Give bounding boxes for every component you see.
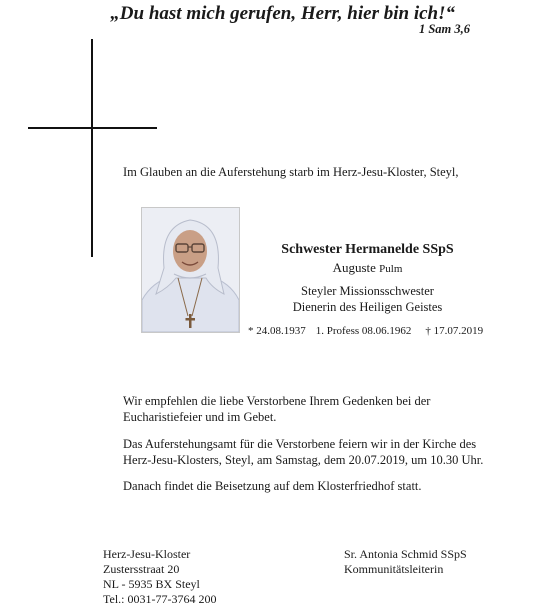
deceased-title: Schwester Hermanelde SSpS [281, 242, 454, 257]
footer-address [103, 547, 216, 607]
paragraph-remembrance [123, 393, 503, 425]
portrait-photo [141, 207, 240, 333]
cross-vertical-bar [91, 39, 93, 257]
phone-line: Tel.: 0031-77-3764 200 [103, 592, 217, 606]
paragraph-line: Danach findet die Beisetzung auf dem Klosterfriedhof statt. [123, 479, 422, 493]
paragraph-line: Das Auferstehungsamt für die Verstorbene feiern wir in der Kirche des [123, 437, 477, 451]
deceased-name-block [255, 242, 480, 315]
address-line: Herz-Jesu-Kloster [103, 547, 191, 561]
intro-text: Im Glauben an die Auferstehung starb im Herz-Jesu-Kloster, Steyl, [123, 165, 459, 179]
quote-reference: 1 Sam 3,6 [418, 22, 470, 36]
life-dates [248, 325, 483, 337]
footer-signature [344, 547, 467, 577]
paragraph-line: Eucharistiefeier und im Gebet. [123, 410, 277, 424]
profession-date: 1. Profess 08.06.1962 [315, 325, 412, 337]
cross-horizontal-bar [28, 127, 157, 129]
paragraph-line: Herz-Jesu-Klosters, Steyl, am Samstag, dem 20.07.2019, um 10.30 Uhr. [123, 453, 484, 467]
address-line: NL - 5935 BX Steyl [103, 577, 200, 591]
last-name: Pulm [379, 263, 403, 275]
birth-date: * 24.08.1937 [248, 325, 306, 337]
death-date: † 17.07.2019 [425, 325, 484, 337]
paragraph-burial [123, 478, 503, 494]
role-line-2: Dienerin des Heiligen Geistes [292, 300, 443, 314]
address-line: Zustersstraat 20 [103, 562, 180, 576]
deceased-civil-name [255, 260, 480, 276]
role-line-1: Steyler Missionsschwester [301, 284, 434, 298]
header-quote: „Du hast mich gerufen, Herr, hier bin ich!“ [110, 3, 455, 24]
paragraph-line: Wir empfehlen die liebe Verstorbene Ihrem Gedenken bei der [123, 394, 431, 408]
signatory-name: Sr. Antonia Schmid SSpS [344, 547, 467, 561]
signatory-role: Kommunitätsleiterin [344, 562, 444, 576]
paragraph-requiem [123, 436, 503, 468]
portrait-illustration [142, 208, 239, 332]
first-name: Auguste [332, 260, 376, 275]
